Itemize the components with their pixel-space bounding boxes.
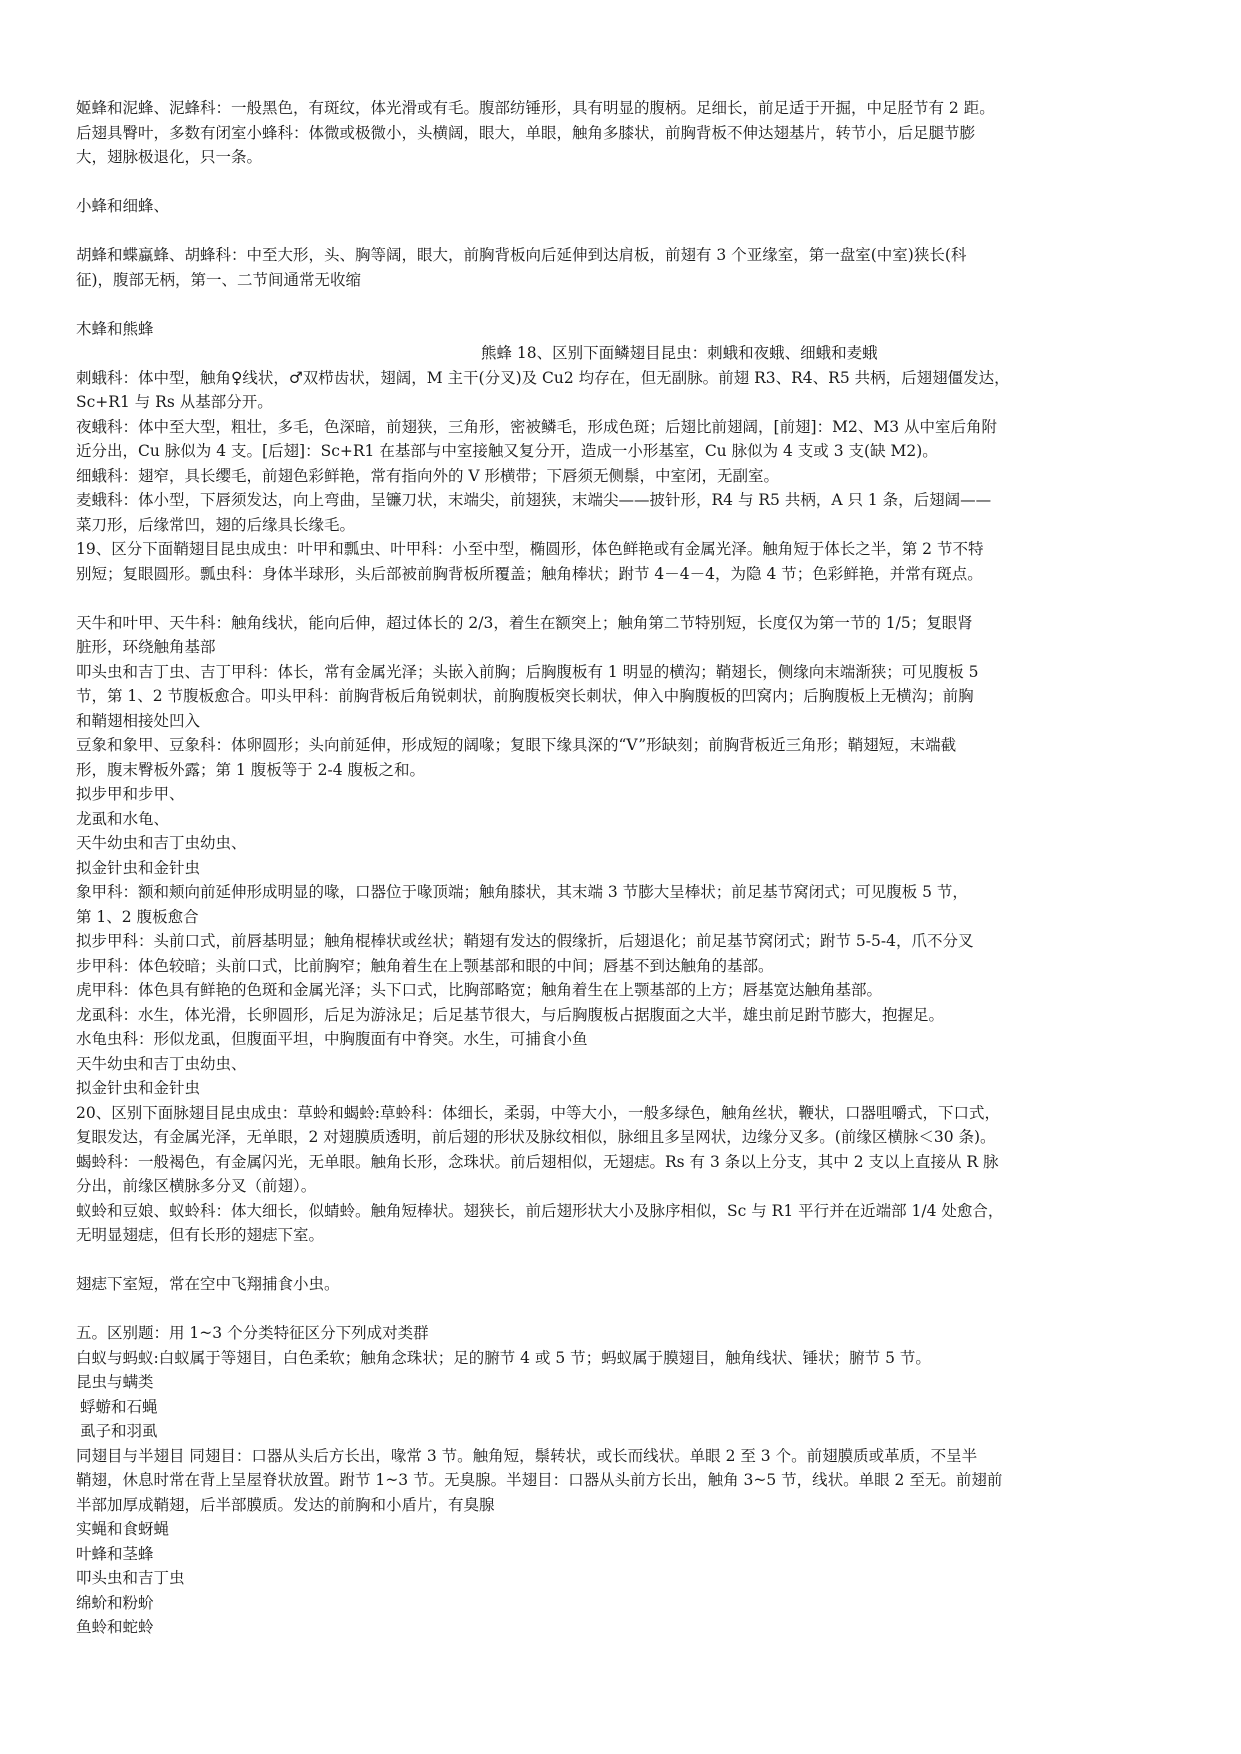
text-line: 蚁蛉和豆娘、蚁蛉科：体大细长，似蜻蛉。触角短棒状。翅狭长，前后翅形状大小及脉序相似，Sc 与 R1 平行并在近端部 1/4 处愈合， [76,1201,1004,1220]
text-line: 拟金针虫和金针虫 [76,1079,201,1097]
text-line: 半部加厚成鞘翅，后半部膜质。发达的前胸和小盾片，有臭腺 [76,1495,495,1514]
text-line: 形，腹末臀板外露；第 1 腹板等于 2-4 腹板之和。 [76,760,426,779]
blank-line [76,1248,1166,1273]
text-line: 近分出，Cu 脉似为 4 支。[后翅]：Sc+R1 在基部与中室接触又复分开，造成一小形基室，Cu 脉似为 4 支或 3 支(缺 M2)。 [76,442,938,460]
text-line: 绵蚧和粉蚧 [76,1593,154,1612]
text-line: 龙虱科：水生，体光滑，长卵圆形，后足为游泳足；后足基节很大，与后胸腹板占据腹面之大半，雄虫前足跗节膨大，抱握足。 [76,1005,945,1024]
text-line: 20、区别下面脉翅目昆虫成虫：草蛉和蝎蛉:草蛉科：体细长，柔弱，中等大小，一般多绿色，触角丝状，鞭状，口器咀嚼式，下口式， [76,1103,1000,1122]
text-line: 同翅目与半翅目 同翅目：口器从头后方长出，喙常 3 节。触角短，鬃转状，或长而线状。单眼 2 至 3 个。前翅膜质或革质，不呈半 [76,1446,978,1465]
text-line: 麦蛾科：体小型，下唇须发达，向上弯曲，呈镰刀状，末端尖，前翅狭，末端尖——披针形，R4 与 R5 共柄，A 只 1 条，后翅阔—— [76,491,992,509]
text-line: 第 1、2 腹板愈合 [76,907,199,926]
text-line: 复眼发达，有金属光泽，无单眼，2 对翅膜质透明，前后翅的形状及脉纹相似，脉细且多呈网状，边缘分叉多。(前缘区横脉＜30 条)。 [76,1128,996,1146]
text-line: 鱼蛉和蛇蛉 [76,1618,154,1636]
text-line: 虎甲科：体色具有鲜艳的色斑和金属光泽；头下口式，比胸部略宽；触角着生在上颚基部的上方；唇基宽达触角基部。 [76,981,883,999]
text-line: 龙虱和水龟、 [76,809,170,828]
document-body [76,96,1166,1640]
blank-line [76,170,1166,195]
text-line: 19、区分下面鞘翅目昆虫成虫：叶甲和瓢虫、叶甲科：小至中型，椭圆形，体色鲜艳或有金属光泽。触角短于体长之半，第 2 节不特 [76,540,984,558]
text-line: 叶蜂和茎蜂 [76,1544,154,1563]
text-line: 后翅具臀叶，多数有闭室小蜂科：体微或极微小，头横阔，眼大，单眼，触角多膝状，前胸背板不伸达翅基片，转节小，后足腿节膨 [76,123,976,142]
text-line: Sc+R1 与 Rs 从基部分开。 [76,393,273,411]
text-line: 大，翅脉极退化，只一条。 [76,148,263,166]
text-line: 实蝇和食蚜蝇 [76,1520,170,1538]
text-line: 水龟虫科：形似龙虱，但腹面平坦，中胸腹面有中脊突。水生，可捕食小鱼 [76,1030,588,1048]
text-line: 木蜂和熊蜂 [76,319,154,338]
text-line: 鞘翅，休息时常在背上呈屋脊状放置。跗节 1~3 节。无臭腺。半翅目：口器从头前方长出，触角 3~5 节，线状。单眼 2 至无。前翅前 [76,1471,1003,1489]
text-line: 白蚁与蚂蚁:白蚁属于等翅目，白色柔软；触角念珠状；足的腑节 4 或 5 节；蚂蚁属于膜翅目，触角线状、锤状；腑节 5 节。 [76,1348,931,1367]
text-line: 无明显翅痣，但有长形的翅痣下室。 [76,1226,325,1244]
text-line: 天牛幼虫和吉丁虫幼虫、 [76,1054,247,1073]
blank-line [76,586,1166,611]
text-line: 蝎蛉科：一般褐色，有金属闪光，无单眼。触角长形，念珠状。前后翅相似，无翅痣。Rs 有 3 条以上分支，其中 2 支以上直接从 R 脉 [76,1152,999,1171]
text-line: 夜蛾科：体中至大型，粗壮，多毛，色深暗，前翅狭，三角形，密被鳞毛，形成色斑；后翅比前翅阔，[前翅]：M2、M3 从中室后角附 [76,417,997,436]
text-line: 菜刀形，后缘常凹，翅的后缘具长缘毛。 [76,515,356,534]
text-line: 天牛幼虫和吉丁虫幼虫、 [76,834,247,852]
text-line: 五。区别题：用 1~3 个分类特征区分下列成对类群 [76,1324,429,1342]
text-line: 胡蜂和蝶蠃蜂、胡蜂科：中至大形，头、胸等阔，眼大，前胸背板向后延伸到达肩板，前翅有 3 个亚缘室，第一盘室(中室)狭长(科 [76,246,967,264]
text-line: 天牛和叶甲、天牛科：触角线状，能向后伸，超过体长的 2/3，着生在额突上；触角第二节特别短，长度仅为第一节的 1/5；复眼肾 [76,613,973,632]
text-line: 姬蜂和泥蜂、泥蜂科：一般黑色，有斑纹，体光滑或有毛。腹部纺锤形，具有明显的腹柄。足细长，前足适于开掘，中足胫节有 2 距。 [76,99,995,117]
text-line: 叩头虫和吉丁虫 [76,1569,185,1587]
text-line: 拟金针虫和金针虫 [76,858,201,877]
text-line: 翅痣下室短，常在空中飞翔捕食小虫。 [76,1275,340,1293]
section-heading: 熊蜂 18、区别下面鳞翅目昆虫：刺蛾和夜蛾、细蛾和麦蛾 [481,344,878,362]
text-line: 和鞘翅相接处凹入 [76,711,201,730]
text-line: 叩头虫和吉丁虫、吉丁甲科：体长，常有金属光泽；头嵌入前胸；后胸腹板有 1 明显的横沟；鞘翅长，侧缘向末端渐狭；可见腹板 5 [76,662,979,681]
text-line: 拟步甲科：头前口式，前唇基明显；触角棍棒状或丝状；鞘翅有发达的假缘折，后翅退化；前足基节窝闭式；跗节 5-5-4，爪不分叉 [76,932,974,950]
text-line: 细蛾科：翅窄，具长缨毛，前翅色彩鲜艳，常有指向外的 V 形横带；下唇须无侧鬃，中室闭，无副室。 [76,466,780,485]
text-line: 分出，前缘区横脉多分叉（前翅）。 [76,1177,317,1195]
text-line: 小蜂和细蜂、 [76,197,170,215]
blank-line [76,292,1166,317]
text-line: 蜉蝣和石蝇 [80,1397,158,1416]
text-line: 刺蛾科：体中型，触角♀线状，♂双栉齿状，翅阔，M 主干(分叉)及 Cu2 均存在，但无副脉。前翅 R3、R4、R5 共柄，后翅翅僵发达， [76,368,1010,387]
text-line: 虱子和羽虱 [80,1422,158,1440]
text-line: 别短；复眼圆形。瓢虫科：身体半球形，头后部被前胸背板所覆盖；触角棒状；跗节 4－4－4，为隐 4 节；色彩鲜艳，并常有斑点。 [76,564,983,583]
text-line: 步甲科：体色较暗；头前口式，比前胸窄；触角着生在上颚基部和眼的中间；唇基不到达触角的基部。 [76,956,774,975]
blank-line [76,1297,1166,1322]
text-line: 征)，腹部无柄，第一、二节间通常无收缩 [76,270,362,289]
text-line: 节，第 1、2 节腹板愈合。叩头甲科：前胸背板后角锐刺状，前胸腹板突长刺状，伸入中胸腹板的凹窝内；后胸腹板上无横沟；前胸 [76,687,974,705]
text-line: 脏形，环绕触角基部 [76,638,216,656]
text-line: 昆虫与螨类 [76,1373,154,1391]
blank-line [76,219,1166,244]
text-line: 豆象和象甲、豆象科：体卵圆形；头向前延伸，形成短的阔喙；复眼下缘具深的“V”形缺刻；前胸背板近三角形；鞘翅短，末端截 [76,736,957,754]
text-line: 拟步甲和步甲、 [76,785,185,803]
text-line: 象甲科：额和颊向前延伸形成明显的喙，口器位于喙顶端；触角膝状，其末端 3 节膨大呈棒状；前足基节窝闭式；可见腹板 5 节， [76,883,968,901]
